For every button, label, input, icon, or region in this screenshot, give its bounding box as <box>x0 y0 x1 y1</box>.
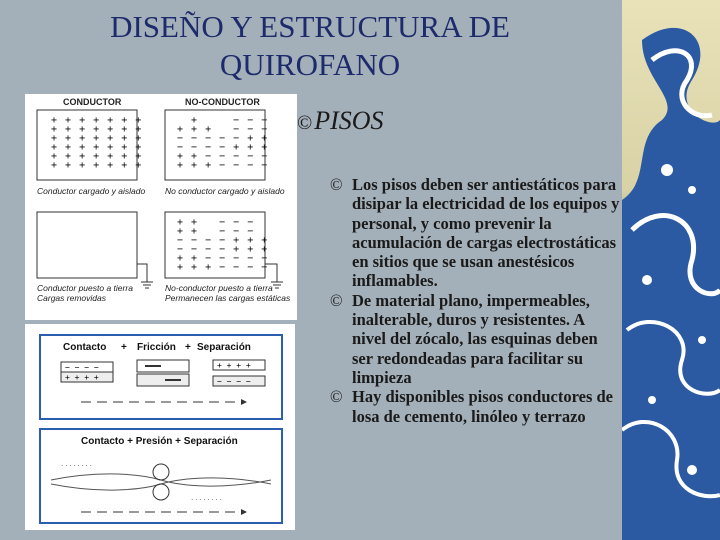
caption-non-conductor-grounded <box>165 283 290 303</box>
svg-text:− − − −: − − − − <box>65 363 99 372</box>
caption-conductor-isolated: Conductor cargado y aislado <box>37 186 146 196</box>
contact-friction-panel <box>39 334 283 420</box>
list-item <box>330 291 620 387</box>
title-line-2: QUIROFANO <box>219 47 401 82</box>
contact-pressure-panel <box>39 428 283 524</box>
list-item <box>330 175 620 291</box>
panel1-separation-label: Separación <box>197 342 251 353</box>
conductor-column-label: CONDUCTOR <box>63 97 122 107</box>
caption-line: Cargas removidas <box>37 293 106 303</box>
svg-text:· · · · · · · ·: · · · · · · · · <box>61 462 92 470</box>
bullet-text: Los pisos deben ser antiestáticos para disipar la electricidad de los equipos y personal, y como prevenir la acumulación de cargas electrostáticas en sitios que se usan anestésicos inflamables. <box>352 175 620 291</box>
panel2-label: Contacto + Presión + Separación <box>81 436 238 447</box>
svg-text:− − − −: − − − − <box>217 377 251 386</box>
bullet-text: Hay disponibles pisos conductores de losa de cemento, linóleo y terrazo <box>352 387 614 426</box>
caption-non-conductor-isolated: No conductor cargado y aislado <box>165 186 285 196</box>
panel1-friction-label: Fricción <box>137 342 176 353</box>
bullet-marker-icon: © <box>330 290 343 310</box>
caption-line: Conductor puesto a tierra <box>37 283 133 293</box>
panel1-plus-label: + <box>185 342 191 353</box>
wave-decoration-image <box>622 0 720 540</box>
svg-text:· · · · · · · ·: · · · · · · · · <box>191 496 222 504</box>
section-bullet-icon: © <box>297 112 313 134</box>
bullet-marker-icon: © <box>330 387 343 407</box>
bullet-list <box>330 175 620 426</box>
panel1-contact-label: Contacto <box>63 342 107 353</box>
section-heading <box>297 106 384 136</box>
panel2-diagram <box>41 450 281 520</box>
caption-conductor-grounded <box>37 283 133 303</box>
non-conductor-charges-grid: + − − − + + + − − − − − − − − + + − − − − + + + + + − − − − − + + + − − − − <box>177 115 269 171</box>
list-item <box>330 387 620 426</box>
slide-title <box>60 8 560 84</box>
charge-diagram-figure <box>25 94 297 320</box>
triboelectric-figure <box>25 324 295 530</box>
panel1-plus-label: + <box>121 342 127 353</box>
non-conductor-column-label: NO-CONDUCTOR <box>185 97 260 107</box>
svg-text:+ + + +: + + + + <box>217 361 251 370</box>
conductor-charges-grid: + + + + + + + + + + + + + + + + + + + + + + + + + + + + + + + + + + + + + + + + + + <box>51 115 143 171</box>
caption-line: Permanecen las cargas estáticas <box>165 293 291 303</box>
caption-line: No-conductor puesto a tierra <box>165 283 273 293</box>
svg-text:+ + + +: + + + + <box>65 373 99 382</box>
non-conductor-grounded-charges-grid: + + − − − + + − − − − − − − + + + − − − − + + + + + − − − − − + + + − − − − <box>177 217 269 273</box>
bullet-marker-icon: © <box>330 175 343 194</box>
section-heading-text: PISOS <box>314 106 384 135</box>
bullet-text: De material plano, impermeables, inalterable, duros y resistentes. A nivel del zócalo, las esquinas deben ser redondeadas para facilitar su limpieza <box>352 290 598 387</box>
title-line-1: DISEÑO Y ESTRUCTURA DE <box>110 9 510 44</box>
panel1-diagram <box>41 356 281 416</box>
